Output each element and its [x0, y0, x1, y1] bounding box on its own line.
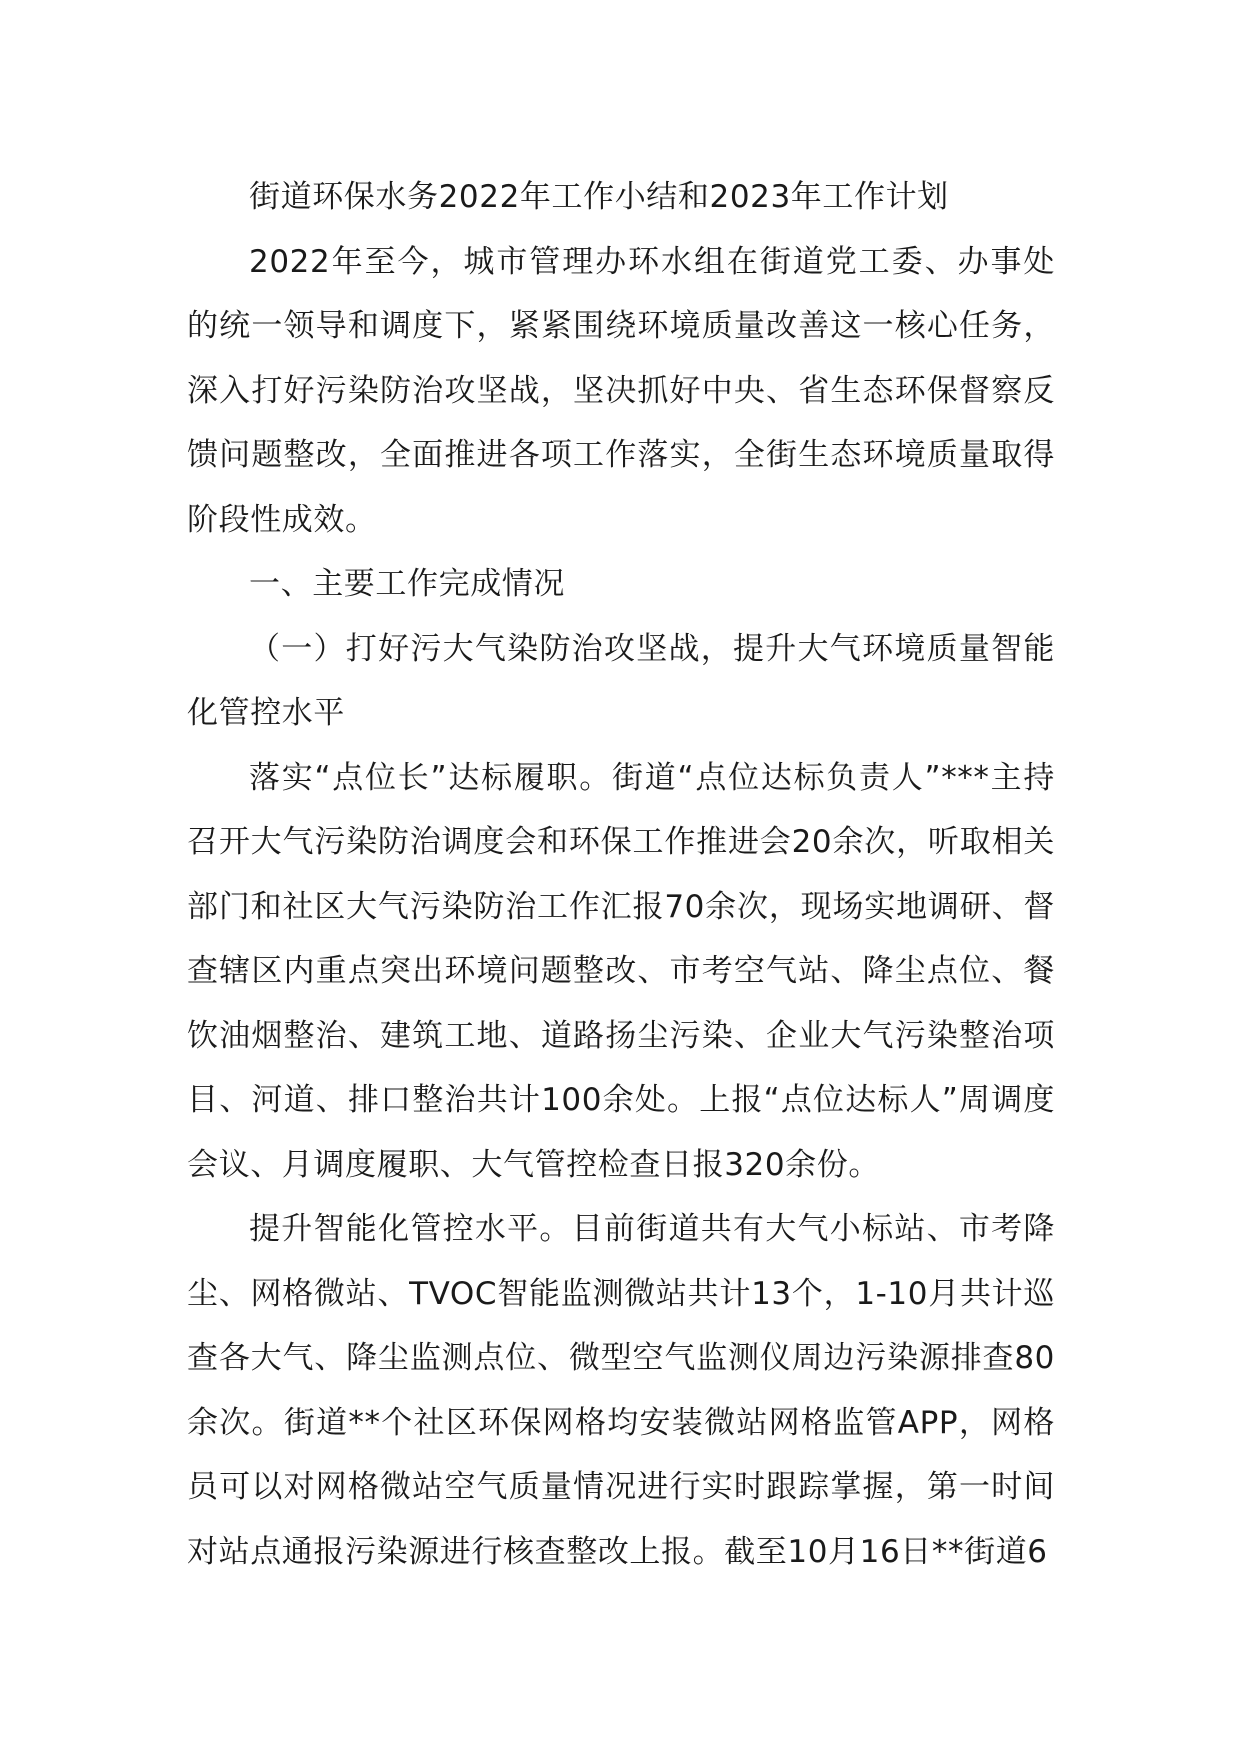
paragraph-smart-control: 提升智能化管控水平。目前街道共有大气小标站、市考降尘、网格微站、TVOC智能监测微站共计13个，1-10月共计巡查各大气、降尘监测点位、微型空气监测仪周边污染源排查80余次。街道**个社区环保网格均安装微站网格监管APP，网格员可以对网格微站空气质量情况进行实时跟踪掌握，第一时间对站点通报污染源进行核查整改上报。截至10月16日**街道6	[187, 1211, 1055, 1570]
document-body	[187, 165, 1055, 1584]
section-heading-main-work: 一、主要工作完成情况	[249, 566, 565, 602]
document-title: 街道环保水务2022年工作小结和2023年工作计划	[249, 179, 949, 215]
paragraph-point-leader: 落实“点位长”达标履职。街道“点位达标负责人”***主持召开大气污染防治调度会和环保工作推进会20余次，听取相关部门和社区大气污染防治工作汇报70余次，现场实地调研、督查辖区内重点突出环境问题整改、市考空气站、降尘点位、餐饮油烟整治、建筑工地、道路扬尘污染、企业大气污染整治项目、河道、排口整治共计100余处。上报“点位达标人”周调度会议、月调度履职、大气管控检查日报320余份。	[187, 759, 1055, 1183]
intro-paragraph: 2022年至今，城市管理办环水组在街道党工委、办事处的统一领导和调度下，紧紧围绕环境质量改善这一核心任务，深入打好污染防治攻坚战，坚决抓好中央、省生态环保督察反馈问题整改，全面推进各项工作落实，全街生态环境质量取得阶段性成效。	[187, 243, 1055, 538]
subsection-heading-air-pollution: （一）打好污大气染防治攻坚战，提升大气环境质量智能化管控水平	[187, 630, 1055, 731]
